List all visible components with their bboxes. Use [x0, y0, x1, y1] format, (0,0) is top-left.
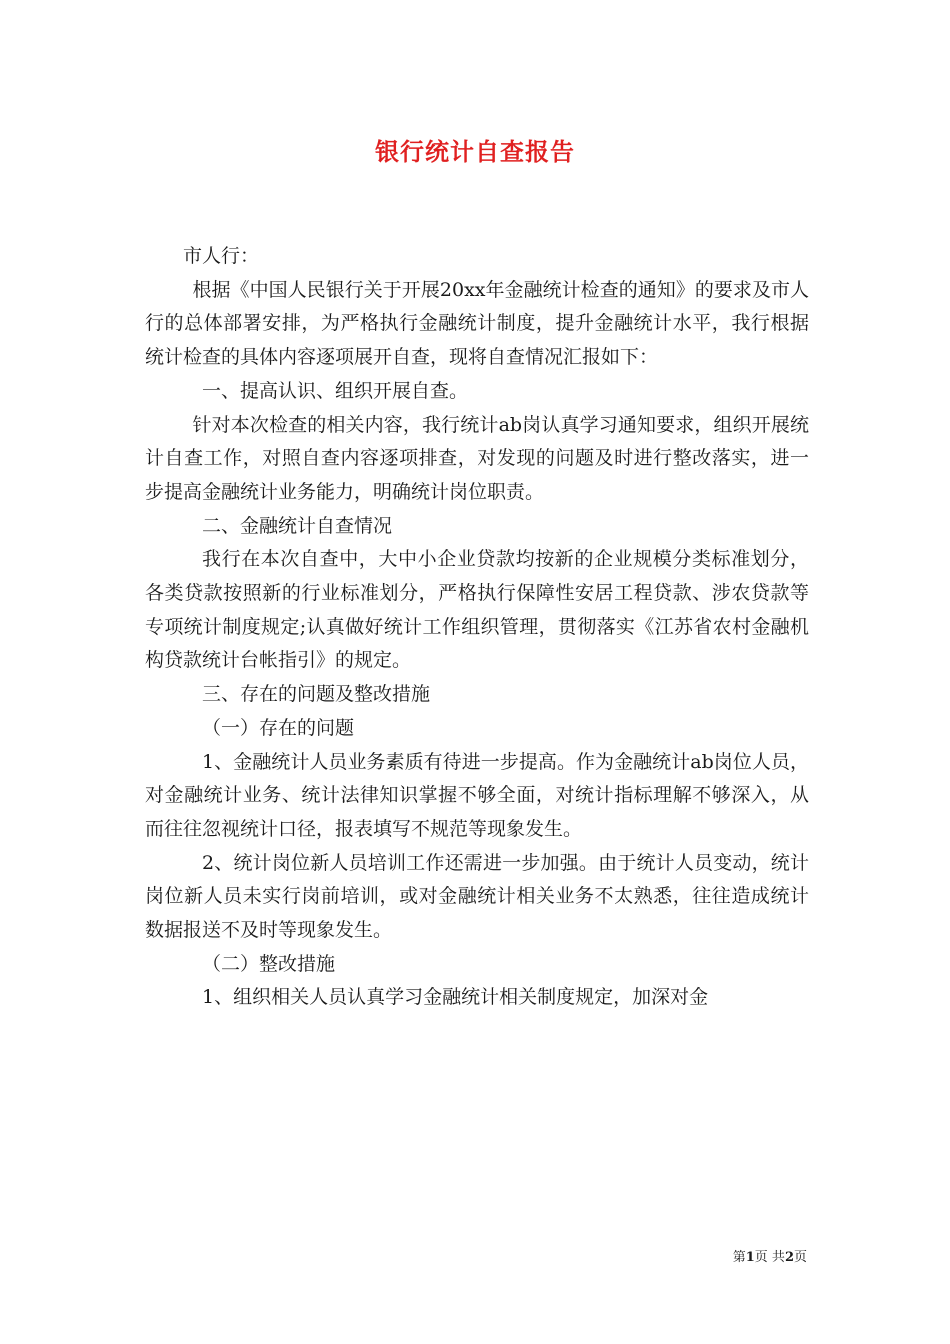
footer-prefix: 第 — [732, 1250, 746, 1265]
footer-middle: 页 共 — [754, 1250, 785, 1265]
problem-item-1: 1、金融统计人员业务素质有待进一步提高。作为金融统计ab岗位人员，对金融统计业务、统计法律知识掌握不够全面，对统计指标理解不够深入，从而往往忽视统计口径，报表填写不规范等现象发生。 — [145, 750, 809, 840]
footer-page-total: 2 — [784, 1250, 794, 1265]
footer-suffix: 页 — [793, 1250, 807, 1265]
section-heading-2: 二、金融统计自查情况 — [202, 514, 393, 537]
document-body — [145, 240, 809, 1015]
paragraph-intro: 根据《中国人民银行关于开展20xx年金融统计检查的通知》的要求及市人行的总体部署安排，为严格执行金融统计制度，提升金融统计水平，我行根据统计检查的具体内容逐项展开自查，现将自查情况汇报如下： — [145, 278, 809, 369]
page-number-footer — [733, 1246, 807, 1265]
document-title: 银行统计自查报告 — [375, 137, 575, 166]
problem-item-2: 2、统计岗位新人员培训工作还需进一步加强。由于统计人员变动，统计岗位新人员未实行岗前培训，或对金融统计相关业务不太熟悉，往往造成统计数据报送不及时等现象发生。 — [145, 851, 809, 942]
footer-page-number: 1 — [745, 1250, 755, 1265]
subheading-problems: （一）存在的问题 — [202, 716, 355, 739]
paragraph-section-1: 针对本次检查的相关内容，我行统计ab岗认真学习通知要求，组织开展统计自查工作，对照自查内容逐项排查，对发现的问题及时进行整改落实，进一步提高金融统计业务能力，明确统计岗位职责。 — [145, 413, 809, 503]
subheading-measures: （二）整改措施 — [202, 952, 336, 975]
paragraph-section-2: 我行在本次自查中，大中小企业贷款均按新的企业规模分类标准划分，各类贷款按照新的行业标准划分，严格执行保障性安居工程贷款、涉农贷款等专项统计制度规定;认真做好统计工作组织管理，贯彻落实《江苏省农村金融机构贷款统计台帐指引》的规定。 — [145, 548, 809, 672]
salutation: 市人行： — [183, 245, 260, 267]
section-heading-3: 三、存在的问题及整改措施 — [202, 683, 431, 706]
measure-item-1: 1、组织相关人员认真学习金融统计相关制度规定，加深对金 — [202, 986, 709, 1009]
section-heading-1: 一、提高认识、组织开展自查。 — [202, 379, 469, 402]
